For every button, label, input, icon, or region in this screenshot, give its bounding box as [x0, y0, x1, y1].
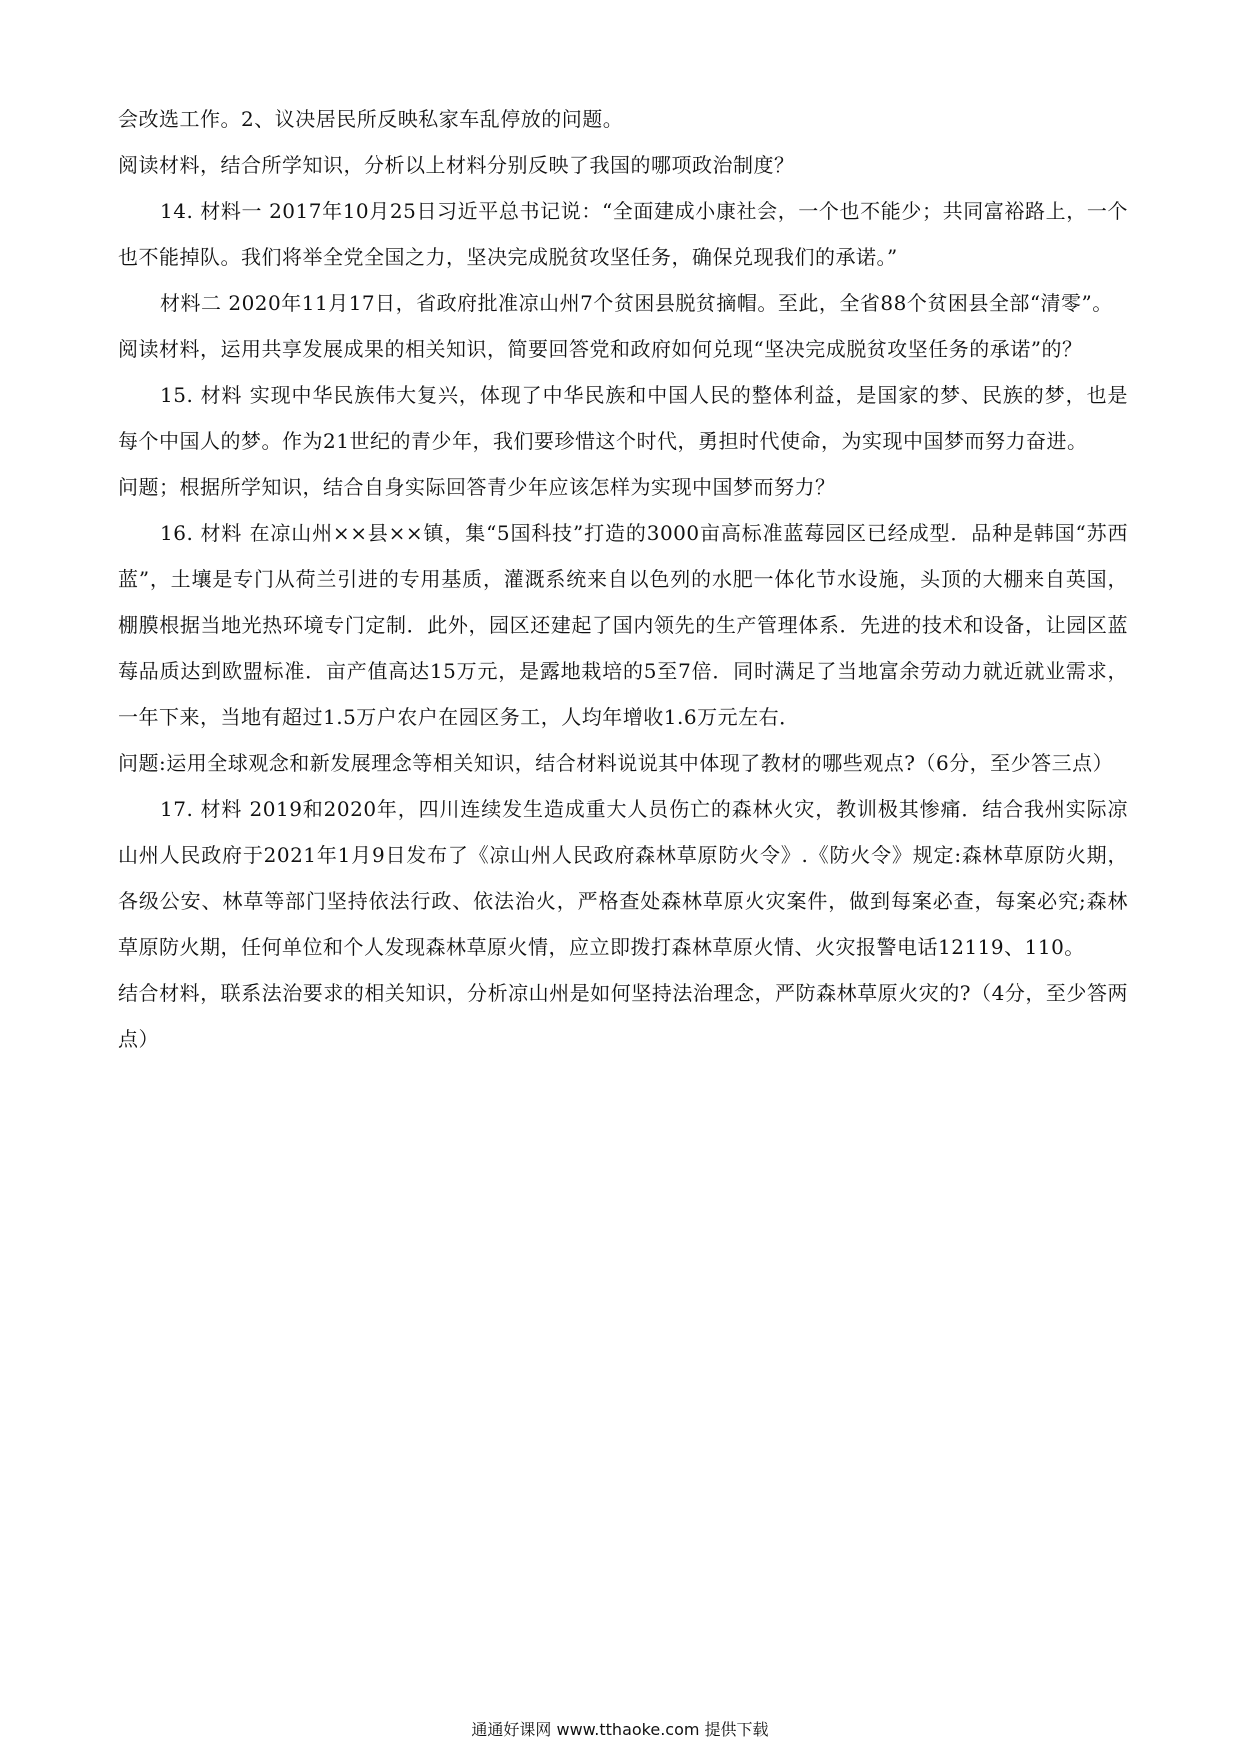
paragraph-q13-question: 阅读材料，结合所学知识，分析以上材料分别反映了我国的哪项政治制度？	[118, 153, 795, 177]
paragraph-q15-material: 15. 材料 实现中华民族伟大复兴，体现了中华民族和中国人民的整体利益，是国家的梦、民族的梦，也是每个中国人的梦。作为21世纪的青少年，我们要珍惜这个时代，勇担时代使命，为实现中国梦而努力奋进。	[118, 383, 1128, 453]
paragraph-q14-question: 阅读材料，运用共享发展成果的相关知识，简要回答党和政府如何兑现“坚决完成脱贫攻坚任务的承诺”的？	[118, 337, 1083, 361]
document-body	[118, 96, 1128, 1062]
paragraph-q16-question: 问题:运用全球观念和新发展理念等相关知识，结合材料说说其中体现了教材的哪些观点?（6分，至少答三点）	[118, 751, 1114, 775]
paragraph-q14-material-2: 材料二 2020年11月17日，省政府批准凉山州7个贫困县脱贫摘帽。至此，全省88个贫困县全部“清零”。	[160, 291, 1113, 315]
paragraph-q16-material: 16. 材料 在凉山州××县××镇，集“5国科技”打造的3000亩高标准蓝莓园区已经成型．品种是韩国“苏西蓝”，土壤是专门从荷兰引进的专用基质，灌溉系统来自以色列的水肥一体化节水设施，头顶的大棚来自英国，棚膜根据当地光热环境专门定制．此外，园区还建起了国内领先的生产管理体系．先进的技术和设备，让园区蓝莓品质达到欧盟标准．亩产值高达15万元，是露地栽培的5至7倍．同时满足了当地富余劳动力就近就业需求，一年下来，当地有超过1.5万户农户在园区务工，人均年增收1.6万元左右．	[118, 521, 1128, 729]
paragraph-q17-material: 17. 材料 2019和2020年，四川连续发生造成重大人员伤亡的森林火灾，教训极其惨痛．结合我州实际凉山州人民政府于2021年1月9日发布了《凉山州人民政府森林草原防火令》.《防火令》规定:森林草原防火期，各级公安、林草等部门坚持依法行政、依法治火，严格查处森林草原火灾案件，做到每案必查，每案必究;森林草原防火期，任何单位和个人发现森林草原火情，应立即拨打森林草原火情、火灾报警电话12119、110。	[118, 797, 1128, 959]
page-footer: 通通好课网 www.tthaoke.com 提供下载	[471, 1720, 769, 1739]
paragraph-q15-question: 问题；根据所学知识，结合自身实际回答青少年应该怎样为实现中国梦而努力？	[118, 475, 836, 499]
paragraph-q14-material-1: 14. 材料一 2017年10月25日习近平总书记说：“全面建成小康社会，一个也不能少；共同富裕路上，一个也不能掉队。我们将举全党全国之力，坚决完成脱贫攻坚任务，确保兑现我们的承诺。”	[118, 199, 1128, 269]
paragraph-q13-continued: 会改选工作。2、议决居民所反映私家车乱停放的问题。	[118, 107, 624, 131]
paragraph-q17-question: 结合材料，联系法治要求的相关知识，分析凉山州是如何坚持法治理念，严防森林草原火灾的?（4分，至少答两点）	[118, 981, 1128, 1051]
